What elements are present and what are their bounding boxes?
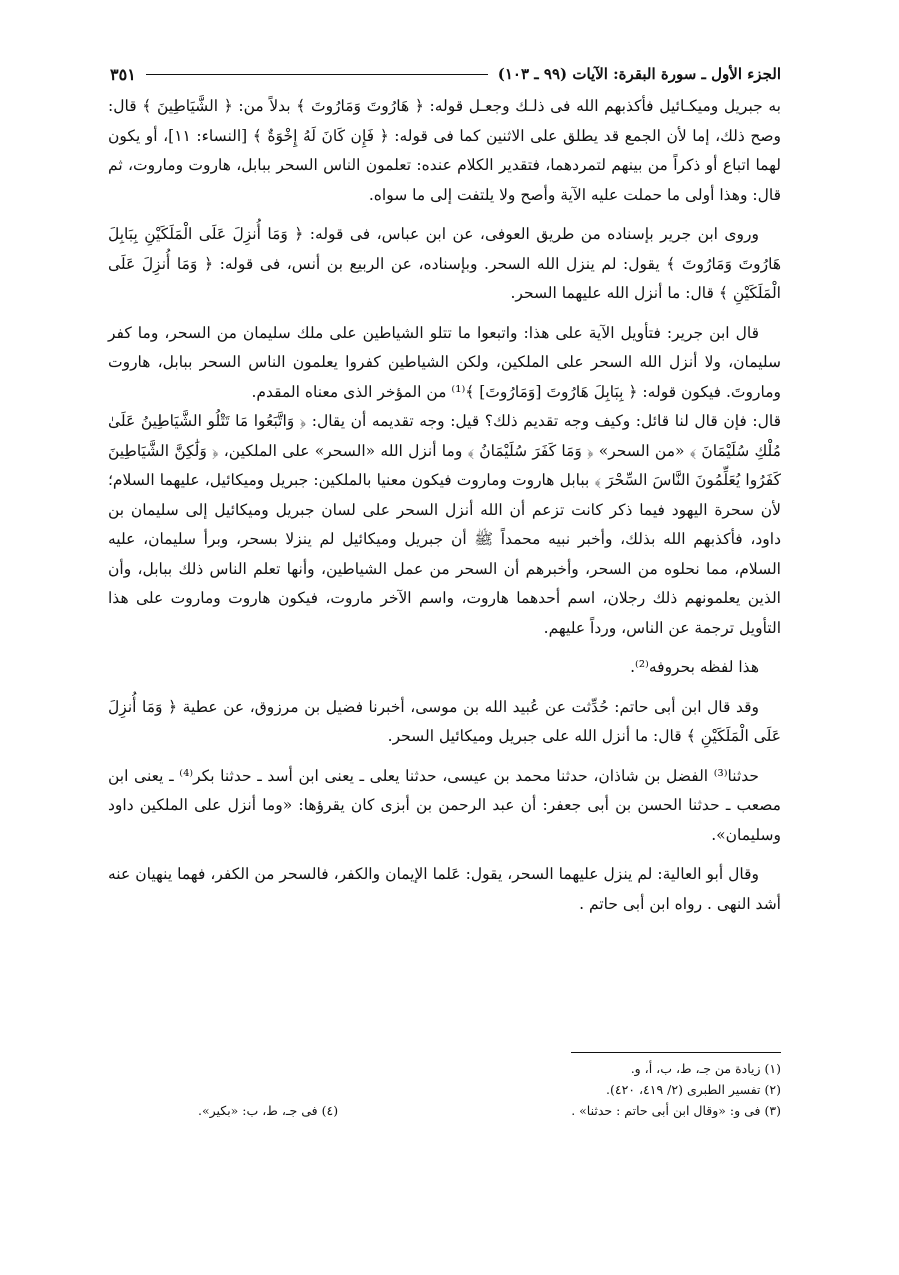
paragraph: حدثنا⁽³⁾ الفضل بن شاذان، حدثنا محمد بن عيسى، حدثنا يعلى ـ يعنى ابن أسد ـ حدثنا بكر⁽⁴⁾ ـ يعنى ابن مصعب ـ حدثنا الحسن بن أبى جعفر: أن عبد الرحمن بن أبزى كان يقرؤها: «وما أنزل على الملكين داود وسليمان».: [108, 766, 781, 844]
paragraph: قال: فإن قال لنا قائل: وكيف وجه تقديم ذلك؟ قيل: وجه تقديمه أن يقال: ﴿ وَاتَّبَعُوا مَا تَتْلُو الشَّيَاطِينُ عَلَىٰ مُلْكِ سُلَيْمَانَ ﴾ «من السحر» ﴿ وَمَا كَفَرَ سُلَيْمَانُ ﴾ وما أنزل الله «السحر» على الملكين، ﴿ وَلَٰكِنَّ الشَّيَاطِينَ كَفَرُوا يُعَلِّمُونَ النَّاسَ السِّحْرَ ﴾ ببابل هاروت وماروت فيكون معنيا بالملكين: جبريل وميكائيل، عليهما السلام؛ لأن سحرة اليهود فيما ذكر كانت تزعم أن الله أنزل السحر على لسان جبريل وميكائيل إلى سليمان بن داود، فأكذبهم الله بذلك، وأخبر نبيه محمداً ﷺ أن جبريل وميكائيل لم ينزلا بسحر، وبرأ سليمان، عليه السلام، مما نحلوه من السحر، وأخبرهم أن السحر من عمل الشياطين، وأنها تعلم الناس ذلك ببابل، وأن الذين يعلمونهم ذلك رجلان، اسم أحدهما هاروت، واسم الآخر ماروت، فيكون هاروت وماروت على هذا التأويل ترجمة عن الناس، ورداً عليهم.: [108, 412, 781, 637]
paragraph: وروى ابن جرير بإسناده من طريق العوفى، عن ابن عباس، فى قوله: ﴿ وَمَا أُنزِلَ عَلَى الْمَلَكَيْنِ بِبَابِلَ هَارُوتَ وَمَارُوتَ ﴾ يقول: لم ينزل الله السحر. وبإسناده، عن الربيع بن أنس، فى قوله: ﴿ وَمَا أُنزِلَ عَلَى الْمَلَكَيْنِ ﴾ قال: ما أنزل الله عليهما السحر.: [108, 225, 781, 302]
footnote-2: (٢) تفسير الطبرى (٢/ ٤١٩، ٤٢٠).: [606, 1082, 781, 1097]
footnote-1: (١) زيادة من جـ، ط، ب، أ، و.: [630, 1061, 781, 1076]
header-rule: [146, 74, 488, 75]
footnote-3: (٣) فى و: «وقال ابن أبى حاتم : حدثنا» .: [571, 1103, 781, 1118]
paragraph: وقد قال ابن أبى حاتم: حُدِّثت عن عُبيد الله بن موسى، أخبرنا فضيل بن مرزوق، عن عطية ﴿ وَمَا أُنزِلَ عَلَى الْمَلَكَيْنِ ﴾ قال: ما أنزل الله على جبريل وميكائيل السحر.: [108, 697, 781, 745]
paragraph: هذا لفظه بحروفه⁽²⁾.: [630, 658, 759, 676]
header-title: الجزء الأول ـ سورة البقرة: الآيات (٩٩ ـ ١٠٣): [497, 65, 781, 83]
running-header: [110, 62, 781, 86]
paragraph: وقال أبو العالية: لم ينزل عليهما السحر، يقول: عَلما الإيمان والكفر، فالسحر من الكفر، فهما ينهيان عنه أشد النهى . رواه ابن أبى حاتم .: [108, 865, 781, 913]
footnote-row: [108, 1100, 781, 1121]
paragraph: قال ابن جرير: فتأويل الآية على هذا: واتبعوا ما تتلو الشياطين على ملك سليمان من السحر، وما كفر سليمان، ولا أنزل الله السحر على الملكين، ولكن الشياطين كفروا يعلمون الناس السحر ببابل، هاروت وماروتَ. فيكون قوله: ﴿ بِبَابِلَ هَارُوتَ [وَمَارُوتَ] ﴾⁽¹⁾ من المؤخر الذى معناه المقدم.: [108, 323, 781, 401]
main-text: [108, 92, 781, 929]
paragraph: به جبريل وميكـائيل فأكذبهم الله فى ذلـك وجعـل قوله: ﴿ هَارُوتَ وَمَارُوتَ ﴾ بدلاً من: ﴿ الشَّيَاطِينَ ﴾ قال: وصح ذلك، إما لأن الجمع قد يطلق على الاثنين كما فى قوله: ﴿ فَإِن كَانَ لَهُ إِخْوَةٌ ﴾ [النساء: ١١]، أو يكون لهما اتباع أو ذكراً من بينهم لتمردهما، فتقدير الكلام عنده: تعلمون الناس السحر ببابل، هاروت وماروت، ثم قال: وهذا أولى ما حملت عليه الآية وأصح ولا يلتفت إلى ما سواه.: [108, 97, 781, 204]
page-number: ٣٥١: [110, 64, 136, 84]
footnote-divider: [571, 1052, 781, 1053]
footnotes: [108, 1058, 781, 1121]
footnote-4: (٤) فى جـ، ط، ب: «بكير».: [198, 1103, 339, 1118]
